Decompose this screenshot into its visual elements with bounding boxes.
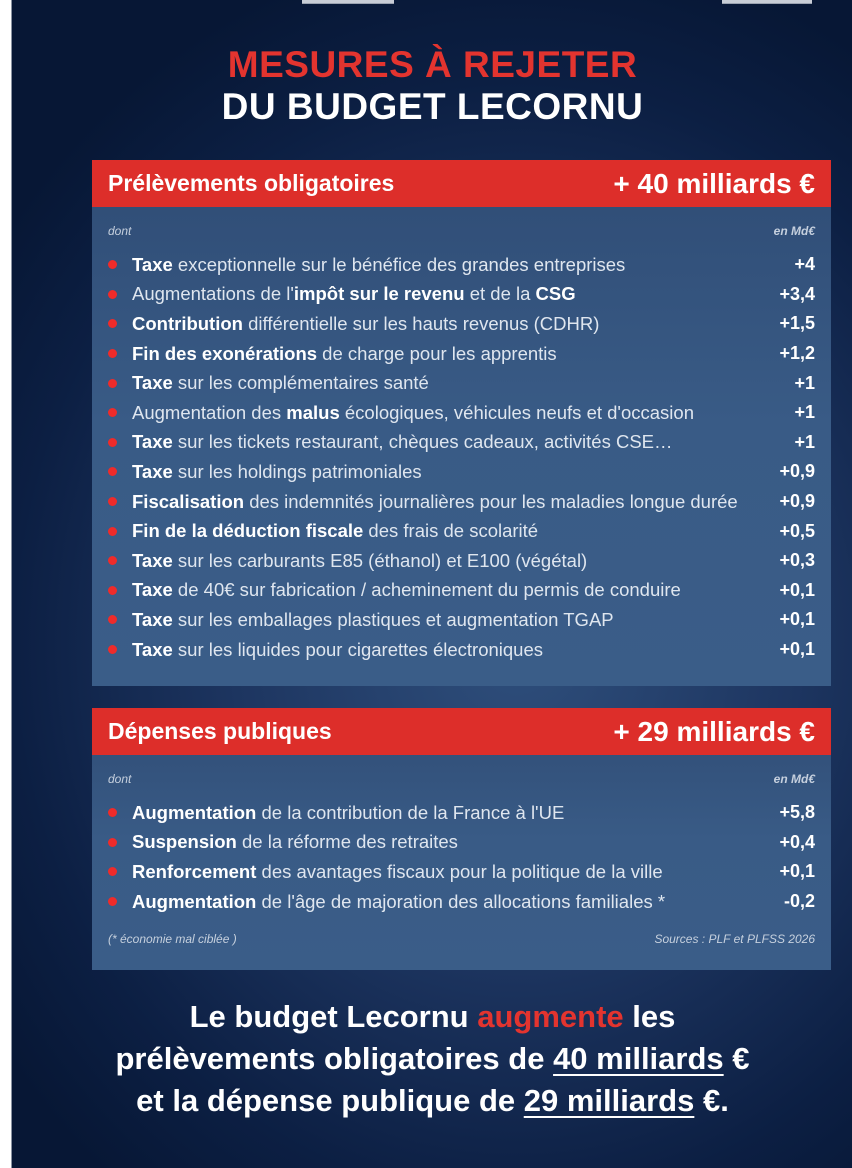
bullet-icon [108, 867, 117, 876]
conclusion-text [12, 996, 852, 1122]
top-tab-right [722, 0, 812, 4]
measure-label [132, 431, 765, 453]
measure-label [132, 491, 765, 513]
measure-label-part: de la contribution de la France à l'UE [256, 801, 565, 823]
poster-background [11, 0, 852, 1168]
measure-label-part: Taxe [132, 253, 173, 275]
measure-label-part: Taxe [132, 549, 173, 571]
measure-label [132, 520, 765, 542]
measure-label-part: sur les complémentaires santé [172, 372, 429, 394]
measure-value: +0,5 [779, 520, 815, 541]
unit-label: en Md€ [773, 224, 815, 238]
measure-label-part: Taxe [132, 638, 173, 660]
bullet-icon [108, 290, 117, 299]
measure-item [92, 635, 831, 665]
measure-item [92, 828, 831, 858]
measure-item [92, 309, 831, 339]
conclusion-amount-2: 29 milliards [523, 1083, 695, 1118]
bullet-icon [108, 527, 117, 536]
measure-item [92, 798, 831, 828]
measure-label-part: Taxe [132, 579, 173, 601]
conclusion-line-2 [12, 1038, 852, 1080]
measure-label-part: sur les holdings patrimoniales [172, 460, 422, 482]
bullet-icon [108, 438, 117, 447]
bullet-icon [108, 260, 117, 269]
bullet-icon [108, 319, 117, 328]
measure-label-part: Renforcement [132, 860, 257, 882]
measure-value: +4 [794, 254, 815, 275]
measure-label-part: Fin des exonérations [132, 342, 318, 364]
bullet-icon [108, 586, 117, 595]
measure-label-part: sur les carburants E85 (éthanol) et E100 (végétal) [172, 549, 588, 571]
measure-value: +1 [794, 431, 815, 452]
measure-label-part: Augmentations de l' [132, 283, 294, 305]
measure-item [92, 457, 831, 487]
conclusion-line-1 [12, 996, 852, 1038]
measure-item [92, 887, 831, 917]
measure-label-part: Fin de la déduction fiscale [132, 520, 364, 542]
footnote: (* économie mal ciblée ) [108, 932, 237, 947]
section-title: Dépenses publiques [108, 718, 332, 744]
conclusion-text-part: Le budget Lecornu [189, 999, 478, 1034]
measure-label-part: Augmentation [132, 801, 257, 823]
bullet-icon [108, 349, 117, 358]
measure-value: +1 [794, 402, 815, 423]
measure-label-part: sur les emballages plastiques et augmentation TGAP [172, 608, 614, 630]
measure-label-part: Augmentation [132, 890, 257, 912]
bullet-icon [108, 838, 117, 847]
measure-label-part: des frais de scolarité [363, 520, 539, 542]
measure-label [132, 639, 765, 661]
conclusion-text-part: € [723, 1041, 750, 1076]
measure-item [92, 857, 831, 887]
measure-label [132, 343, 765, 365]
bullet-icon [108, 497, 117, 506]
measure-label [132, 372, 765, 394]
bullet-icon [108, 897, 117, 906]
measure-value: +1 [794, 372, 815, 393]
conclusion-text-part: et la dépense publique de [136, 1083, 524, 1118]
measure-value: +3,4 [779, 283, 815, 304]
measure-item [92, 280, 831, 310]
measure-label [132, 579, 765, 601]
measure-label-part: exceptionnelle sur le bénéfice des grandes entreprises [172, 253, 626, 275]
measure-value: +1,5 [779, 313, 815, 334]
bullet-icon [108, 408, 117, 417]
bullet-icon [108, 556, 117, 565]
measure-value: +0,1 [779, 579, 815, 600]
measure-label-part: de 40€ sur fabrication / acheminement du permis de conduire [172, 579, 681, 601]
measure-item [92, 605, 831, 635]
measure-value: +1,2 [779, 343, 815, 364]
measure-value: +0,3 [779, 550, 815, 571]
measure-label-part: Contribution [132, 312, 243, 334]
measure-label-part: impôt sur le revenu [293, 283, 465, 305]
measure-label-part: de la réforme des retraites [236, 831, 458, 853]
measure-label-part: de l'âge de majoration des allocations familiales * [256, 890, 666, 912]
measure-value: +0,1 [779, 609, 815, 630]
measure-item [92, 546, 831, 576]
top-tab-left [302, 0, 394, 4]
measure-item [92, 487, 831, 517]
measure-list [92, 798, 831, 916]
measure-label [132, 461, 765, 483]
measure-label [132, 550, 765, 572]
bullet-icon [108, 379, 117, 388]
measure-value: +0,9 [779, 491, 815, 512]
measure-value: +0,1 [779, 861, 815, 882]
conclusion-line-3 [12, 1080, 852, 1122]
meta-row [92, 772, 831, 788]
measure-item [92, 250, 831, 280]
measure-label-part: Taxe [132, 460, 173, 482]
measure-label-part: malus [286, 401, 340, 423]
panel-header [92, 160, 831, 207]
panel-header [92, 708, 831, 755]
unit-label: en Md€ [773, 772, 815, 786]
panel-prelevements [92, 160, 831, 686]
measure-item [92, 516, 831, 546]
measure-label-part: Fiscalisation [132, 490, 245, 512]
measure-label-part: écologiques, véhicules neufs et d'occasion [339, 401, 694, 423]
measure-label [132, 831, 765, 853]
measure-label [132, 861, 765, 883]
section-amount: + 29 milliards € [613, 715, 815, 747]
measure-label-part: Taxe [132, 608, 173, 630]
measure-label [132, 283, 765, 305]
measure-value: +0,9 [779, 461, 815, 482]
bullet-icon [108, 645, 117, 654]
measure-label [132, 891, 765, 913]
conclusion-text-part: les [623, 999, 676, 1034]
measure-label-part: Augmentation des [132, 401, 287, 423]
title-line-1: MESURES À REJETER [227, 44, 638, 85]
measure-label-part: des avantages fiscaux pour la politique de la ville [256, 860, 663, 882]
measure-label [132, 313, 765, 335]
measure-label-part: des indemnités journalières pour les maladies longue durée [244, 490, 738, 512]
measure-value: +5,8 [779, 802, 815, 823]
title-line-2: DU BUDGET LECORNU [221, 86, 644, 127]
prefix-label: dont [108, 224, 132, 238]
measure-label-part: Suspension [132, 831, 237, 853]
measure-label-part: Taxe [132, 372, 173, 394]
measure-label-part: sur les tickets restaurant, chèques cadeaux, activités CSE… [172, 431, 673, 453]
sources: Sources : PLF et PLFSS 2026 [654, 932, 815, 947]
measure-value: +0,1 [779, 639, 815, 660]
measure-item [92, 368, 831, 398]
panel-footer [92, 932, 831, 946]
measure-label-part: et de la [464, 283, 536, 305]
section-amount: + 40 milliards € [613, 167, 815, 199]
bullet-icon [108, 615, 117, 624]
bullet-icon [108, 467, 117, 476]
measure-label [132, 802, 765, 824]
measure-label-part: CSG [535, 283, 576, 305]
measure-label [132, 609, 765, 631]
measure-item [92, 339, 831, 369]
measure-label [132, 402, 765, 424]
measure-value: -0,2 [783, 891, 815, 912]
measure-item [92, 398, 831, 428]
measure-label [132, 254, 765, 276]
panel-depenses [92, 708, 831, 970]
meta-row [92, 224, 831, 240]
measure-list [92, 250, 831, 664]
measure-item [92, 576, 831, 606]
conclusion-text-part: prélèvements obligatoires de [115, 1041, 554, 1076]
measure-label-part: de charge pour les apprentis [317, 342, 557, 364]
bullet-icon [108, 808, 117, 817]
measure-label-part: différentielle sur les hauts revenus (CDHR) [242, 312, 600, 334]
conclusion-accent: augmente [477, 999, 624, 1034]
measure-label-part: Taxe [132, 431, 173, 453]
section-title: Prélèvements obligatoires [108, 170, 395, 196]
conclusion-amount-1: 40 milliards [553, 1041, 724, 1076]
measure-label-part: sur les liquides pour cigarettes électroniques [172, 638, 543, 660]
prefix-label: dont [108, 772, 132, 786]
conclusion-text-part: €. [694, 1083, 729, 1118]
measure-item [92, 428, 831, 458]
measure-value: +0,4 [779, 831, 815, 852]
